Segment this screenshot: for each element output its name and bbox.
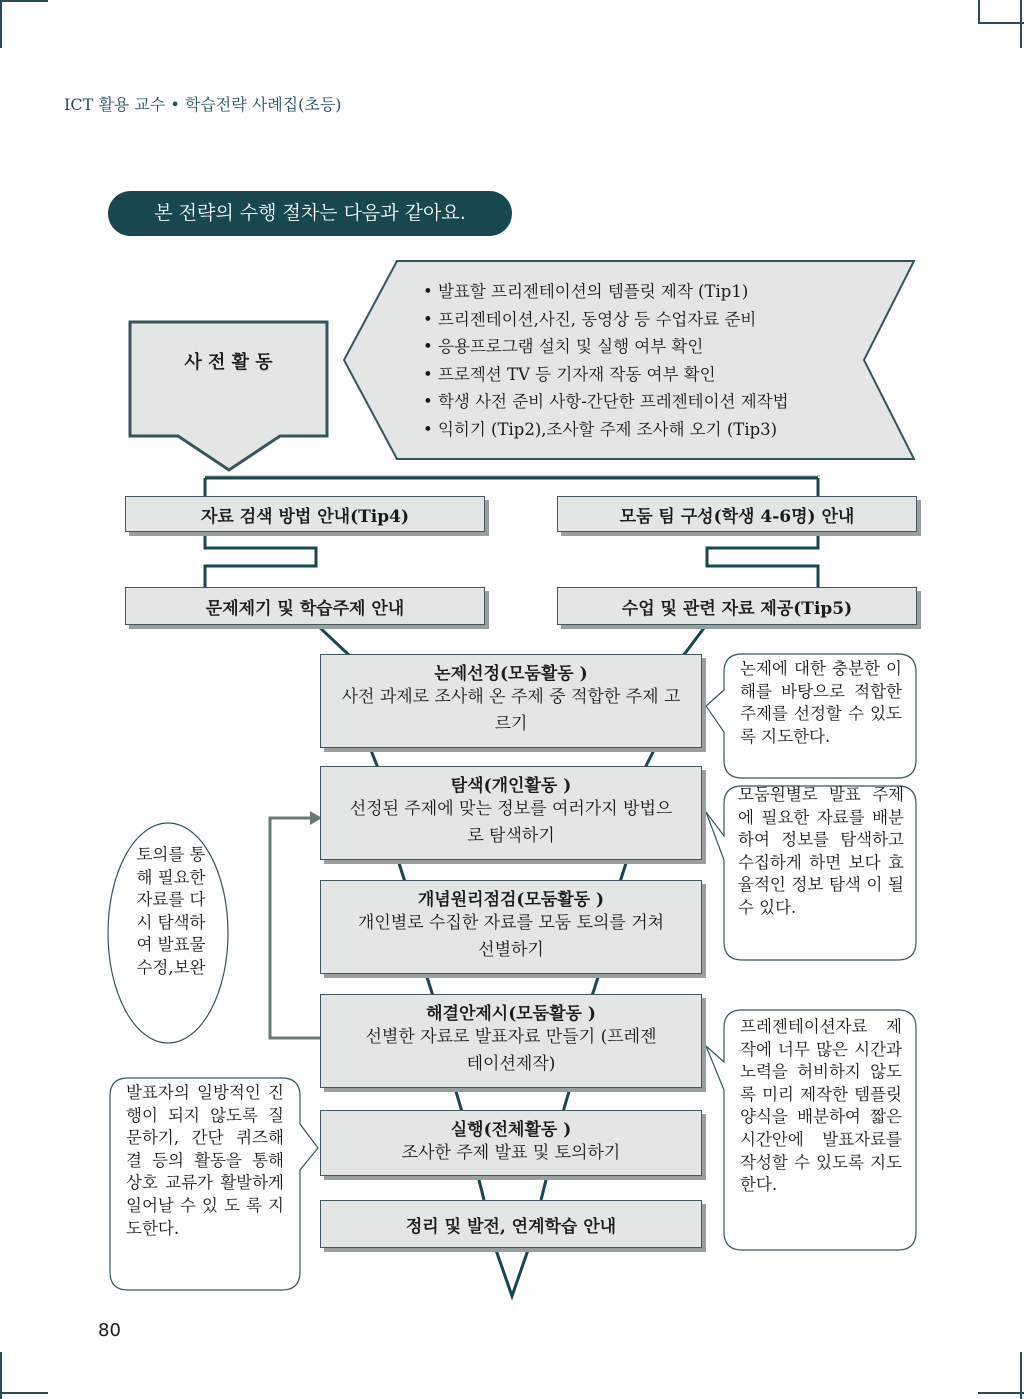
note-template-usage: 프레젠테이션자료 제작에 너무 많은 시간과 노력을 허비하지 않도록 미리 제작한 템플릿 양식을 배분하여 짧은 시간안에 발표자료를 작성할 수 있도록 지도한다. — [740, 1017, 902, 1195]
note-topic-understanding: 논제에 대한 충분한 이해를 바탕으로 적합한 주제를 선정할 수 있도록 지도한다. — [740, 659, 902, 746]
note-role-division: 모둠원별로 발표 주제에 필요한 자료를 배분하여 정보를 탐색하고 수집하게 하면 보다 효율적인 정보 탐색 이 될 수 있다. — [738, 785, 904, 917]
page-number: 80 — [98, 1320, 121, 1341]
step-execution — [320, 1110, 702, 1176]
step-body: 개인별로 수집한 자료를 모둠 토의를 거쳐 선별하기 — [357, 913, 665, 960]
prep-item-list — [423, 278, 789, 443]
step-concept-check — [320, 880, 702, 974]
guide-team-formation: 모둠 팀 구성(학생 4-6명) 안내 — [557, 496, 917, 532]
guide-materials: 수업 및 관련 자료 제공(Tip5) — [557, 587, 917, 625]
step-title: 해결안제시(모둠활동 ) — [426, 1004, 596, 1024]
step-title: 논제선정(모둠활동 ) — [434, 664, 588, 684]
step-body: 선정된 주제에 맞는 정보를 여러가지 방법으로 탐색하기 — [349, 799, 673, 846]
step-title: 개념원리점검(모둠활동 ) — [417, 890, 605, 910]
prep-item: • 프로젝션 TV 등 기자재 작동 여부 확인 — [423, 364, 716, 384]
prep-label: 사 전 활 동 — [184, 352, 273, 373]
note-interaction: 발표자의 일방적인 진행이 되지 않도록 질문하기, 간단 퀴즈해결 등의 활동을 통해 상호 교류가 활발하게 일어날 수 있 도 록 지도한다. — [126, 1083, 284, 1238]
prep-arrow-shape — [130, 322, 327, 470]
step-body: 선별한 자료로 발표자료 만들기 (프레젠테이션제작) — [365, 1027, 657, 1074]
step-body: 사전 과제로 조사해 온 주제 중 적합한 주제 고르기 — [341, 687, 681, 734]
step-topic-selection — [320, 654, 702, 748]
step-body: 조사한 주제 발표 및 토의하기 — [401, 1143, 621, 1163]
step-wrap-up: 정리 및 발전, 연계학습 안내 — [320, 1200, 702, 1248]
prep-item: • 익히기 (Tip2),조사할 주제 조사해 오기 (Tip3) — [423, 419, 778, 439]
step-title: 실행(전체활동 ) — [450, 1120, 572, 1140]
prep-item: • 발표할 프리젠테이션의 템플릿 제작 (Tip1) — [423, 282, 749, 301]
guide-search-method: 자료 검색 방법 안내(Tip4) — [125, 496, 485, 532]
step-title: 탐색(개인활동 ) — [450, 776, 572, 796]
running-header: ICT 활용 교수 • 학습전략 사례집(초등) — [64, 95, 342, 114]
note-revision-loop: 토의를 통해 필요한 자료를 다시 탐색하여 발표물 수정,보완 — [136, 845, 206, 977]
intro-banner: 본 전략의 수행 절차는 다음과 같아요. — [108, 191, 512, 236]
prep-item: • 응용프로그램 설치 및 실행 여부 확인 — [423, 337, 704, 356]
prep-item: • 학생 사전 준비 사항-간단한 프레젠테이션 제작법 — [423, 392, 789, 411]
guide-problem-topic: 문제제기 및 학습주제 안내 — [125, 587, 485, 625]
prep-item: • 프리젠테이션,사진, 동영상 등 수업자료 준비 — [423, 309, 757, 329]
step-exploration — [320, 766, 702, 860]
step-solution — [320, 994, 702, 1088]
